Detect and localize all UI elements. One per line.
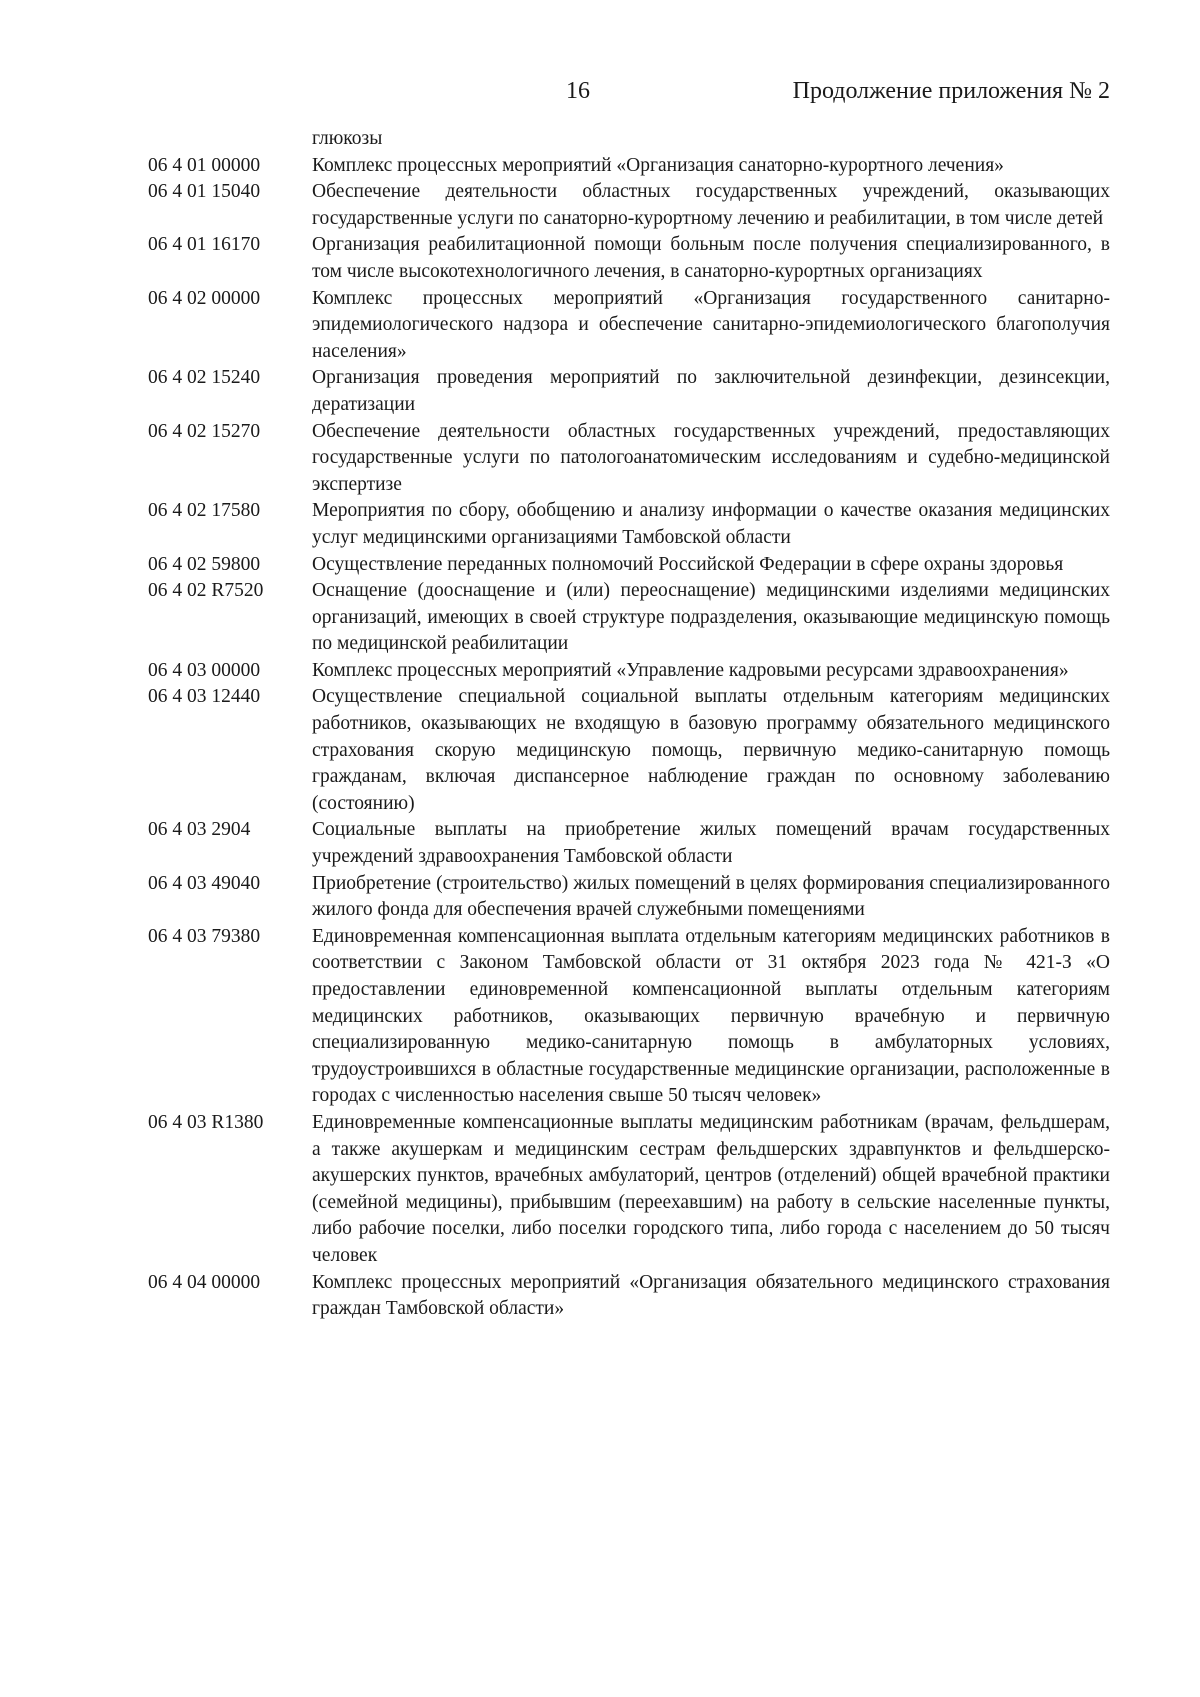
list-item xyxy=(148,498,1110,551)
item-description: Мероприятия по сбору, обобщению и анализу информации о качестве оказания медицинских услуг медицинскими организациями Тамбовской области xyxy=(312,500,1110,548)
budget-code: 06 4 02 R7520 xyxy=(148,580,264,602)
budget-code: 06 4 01 16170 xyxy=(148,234,261,256)
item-description: Обеспечение деятельности областных государственных учреждений, предоставляющих государственные услуги по патологоанатомическим исследованиям и судебно-медицинской экспертизе xyxy=(312,420,1110,495)
list-item xyxy=(148,1110,1110,1270)
appendix-continuation-title: Продолжение приложения № 2 xyxy=(792,78,1110,104)
budget-code: 06 4 02 17580 xyxy=(148,500,261,522)
page-header xyxy=(0,78,1200,118)
item-description: Приобретение (строительство) жилых помещений в целях формирования специализированного жилого фонда для обеспечения врачей служебными помещениями xyxy=(312,872,1110,921)
budget-code: 06 4 04 00000 xyxy=(148,1271,261,1293)
item-description: Осуществление специальной социальной выплаты отдельным категориям медицинских работников, оказывающих не входящую в базовую программу обязательного медицинского страхования скорую медицинскую помощь, первичную медико-санитарную помощь гражданам, включая диспансерное наблюдение граждан по основному заболеванию (состоянию) xyxy=(312,686,1110,814)
item-description: Организация реабилитационной помощи больным после получения специализированного, в том числе высокотехнологичного лечения, в санаторно-курортных организациях xyxy=(312,234,1110,282)
budget-code: 06 4 03 49040 xyxy=(148,872,261,894)
item-description: Обеспечение деятельности областных государственных учреждений, оказывающих государственные услуги по санаторно-курортному лечению и реабилитации, в том числе детей xyxy=(312,181,1110,229)
page-number: 16 xyxy=(566,78,590,104)
list-item xyxy=(148,924,1110,1110)
continuation-text: глюкозы xyxy=(312,128,383,149)
budget-code: 06 4 03 2904 xyxy=(148,819,251,841)
list-item xyxy=(148,1270,1110,1323)
budget-code: 06 4 03 R1380 xyxy=(148,1111,264,1133)
list-item xyxy=(148,684,1110,817)
item-description: Единовременные компенсационные выплаты медицинским работникам (врачам, фельдшерам, а также акушеркам и медицинским сестрам фельдшерских здравпунктов и фельдшерско-акушерских пунктов, врачебных амбулаторий, центров (отделений) общей врачебной практики (семейной медицины), прибывшим (переехавшим) на работу в сельские населенные пункты, либо рабочие поселки, либо поселки городского типа, либо города с населением до 50 тысяч человек xyxy=(312,1111,1110,1266)
item-description: Оснащение (дооснащение и (или) переоснащение) медицинскими изделиями медицинских организаций, имеющих в своей структуре подразделения, оказывающие медицинскую помощь по медицинской реабилитации xyxy=(312,580,1110,655)
budget-code: 06 4 01 00000 xyxy=(148,154,261,176)
list-item xyxy=(148,419,1110,499)
item-description: Организация проведения мероприятий по заключительной дезинфекции, дезинсекции, дератизации xyxy=(312,367,1110,415)
item-description: Единовременная компенсационная выплата отдельным категориям медицинских работников в соответствии с Законом Тамбовской области от 31 октября 2023 года № 421-З «О предоставлении единовременной компенсационной выплаты отдельным категориям медицинских работников, оказывающих первичную врачебную и первичную специализированную медико-санитарную помощь в амбулаторных условиях, трудоустроившихся в областные государственные медицинские организации, расположенные в городах с численностью населения свыше 50 тысяч человек» xyxy=(312,925,1110,1107)
list-item xyxy=(148,817,1110,870)
item-description: Комплекс процессных мероприятий «Организация обязательного медицинского страхования граждан Тамбовской области» xyxy=(312,1271,1110,1320)
code-list xyxy=(148,126,1110,1323)
list-item xyxy=(148,658,1110,685)
continuation-line xyxy=(148,126,1110,153)
budget-code: 06 4 02 00000 xyxy=(148,287,261,309)
list-item xyxy=(148,365,1110,418)
budget-code: 06 4 02 15270 xyxy=(148,420,261,442)
budget-code: 06 4 03 79380 xyxy=(148,925,261,947)
budget-code: 06 4 02 59800 xyxy=(148,553,261,575)
budget-code: 06 4 03 12440 xyxy=(148,686,261,708)
list-item xyxy=(148,871,1110,924)
list-item xyxy=(148,153,1110,180)
item-description: Комплекс процессных мероприятий «Управление кадровыми ресурсами здравоохранения» xyxy=(312,659,1069,681)
item-description: Социальные выплаты на приобретение жилых помещений врачам государственных учреждений здравоохранения Тамбовской области xyxy=(312,819,1110,868)
list-item xyxy=(148,552,1110,579)
list-item xyxy=(148,578,1110,658)
list-item xyxy=(148,232,1110,285)
budget-code: 06 4 01 15040 xyxy=(148,181,261,203)
item-description: Осуществление переданных полномочий Российской Федерации в сфере охраны здоровья xyxy=(312,553,1064,575)
item-description: Комплекс процессных мероприятий «Организация государственного санитарно-эпидемиологического надзора и обеспечение санитарно-эпидемиологического благополучия населения» xyxy=(312,287,1110,362)
item-description: Комплекс процессных мероприятий «Организация санаторно-курортного лечения» xyxy=(312,154,1004,176)
list-item xyxy=(148,286,1110,366)
budget-code: 06 4 03 00000 xyxy=(148,659,261,681)
budget-code: 06 4 02 15240 xyxy=(148,367,261,389)
list-item xyxy=(148,179,1110,232)
